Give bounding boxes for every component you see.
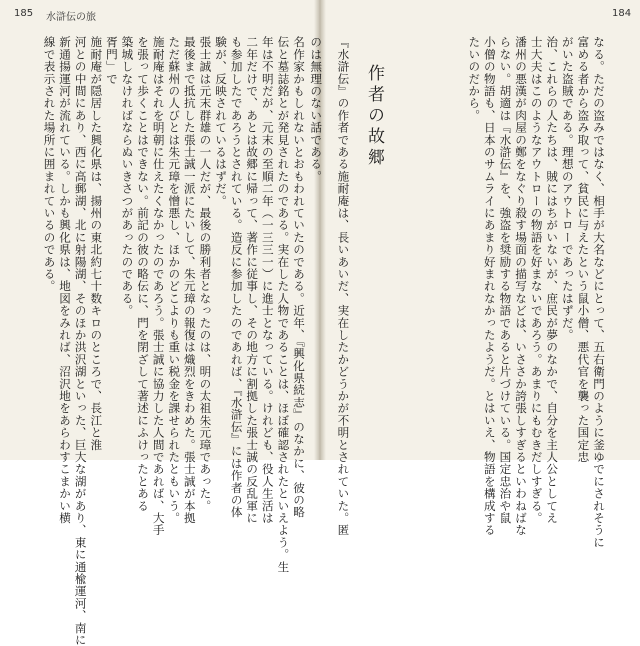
body-line: らない。胡適は『水滸伝』を、強盗を奨励する物語であると片づけている。国定忠治や鼠	[498, 36, 513, 524]
body-line: 治、これらの人たちは、賊にはちがいないが、庶民が夢のなかで、自分を主人公としてえ	[545, 36, 560, 524]
body-line: 線で表示された場所に囲まれているのである。	[42, 36, 57, 293]
intro-line: 『水滸伝』の作者である施耐庵は、長いあいだ、実在したかどうかが不明とされていた。匿	[336, 36, 351, 537]
right-page-number: 184	[612, 8, 632, 19]
chapter-title: 作者の故郷	[364, 64, 384, 169]
body-line: 施耐庵が隠居した興化県は、揚州の東北約七十数キロのところで、長江と淮	[89, 36, 104, 451]
body-line: 年は不明だが、元末の至順二年（一三三一）に進士となっている。けれども、役人生活は	[260, 36, 275, 524]
body-line: 士大夫はこのようなアウトローの物語を好まないであろう。あまりにもむきだしすぎる。	[529, 36, 544, 524]
left-body-text	[30, 36, 306, 646]
body-line: 築城しなければならぬいきさつがあったのである。	[120, 36, 135, 317]
body-line: たいのだから。	[467, 36, 482, 122]
body-line: 富める者から盗み取って、貧民に与えたという鼠小僧、悪代官を襲った国定忠	[576, 36, 591, 463]
body-line: 二年だけで、あとは故郷に帰って、著作に従事し、その地方に割拠した張士誠の反乱軍に	[245, 36, 260, 524]
body-line: も参加したであろうとされている。造反に参加したのであれば、『水滸伝』には作者の体	[229, 36, 244, 519]
body-line: 胥門」で	[104, 36, 119, 85]
body-line: を張って歩くことはできない。前記の彼の略伝に、門を閉ざして著述にふけったとある	[136, 36, 151, 512]
right-body-text	[380, 36, 606, 549]
left-running-title: 水滸伝の旅	[46, 12, 96, 23]
body-line: がいた盗賊である。理想のアウトローであったはずだ。	[560, 36, 575, 341]
body-line: 伝と墓誌銘とが発見されたのである。実在した人物であることは、ほぼ確認されたといえよう。生	[276, 36, 291, 573]
body-line: 名作家かもしれないとおもわれていたのである。近年、『興化県続志』のなかに、彼の略	[292, 36, 306, 519]
left-page-number: 185	[14, 8, 34, 19]
chapter-intro-text	[309, 36, 362, 537]
body-line: 施耐庵はそれを明朝に仕えたくなかったのであろう。張士誠に協力した人間であれば、大手	[151, 36, 166, 537]
body-line: 験が、反映されているはずだ。	[214, 36, 229, 207]
body-line: 最後まで抵抗した張士誠一派にたいして、朱元璋の報復は熾烈をきわめた。張士誠が本拠	[182, 36, 197, 524]
body-line: 張士誠は元末群雄の一人だが、最後の勝利者となったのは、明の太祖朱元璋であった。	[198, 36, 213, 512]
body-line: 新通揚運河が流れている。しかも興化県は、地図をみれば、沼沢地をあらわすこまかい横	[58, 36, 73, 524]
body-line: ただ蘇州の人びとは朱元璋を憎悪し、ほかのどこよりも重い税金を課せられたともいう。	[167, 36, 182, 524]
intro-line: のは無理のない話である。	[309, 36, 324, 183]
body-line: 河との中間にあり、西に高郵湖、北に射陽湖、そのほか洪沢湖といった、巨大な湖があり、東に通楡運河、南に	[73, 36, 88, 646]
body-line: 小僧の物語も、日本のサムライにあまり好まれなかったようだ。とはいえ、物語を構成する	[482, 36, 497, 537]
body-line: なる。ただの盗みではなく、相手が大名などにとって、五右衛門のように釜ゆでにされそうに	[592, 36, 606, 549]
body-line: 潘州の悪漢が肉屋の鄭をなぐり殺す場面の描写などは、いささか誇張しすぎるといわねばな	[514, 36, 529, 537]
